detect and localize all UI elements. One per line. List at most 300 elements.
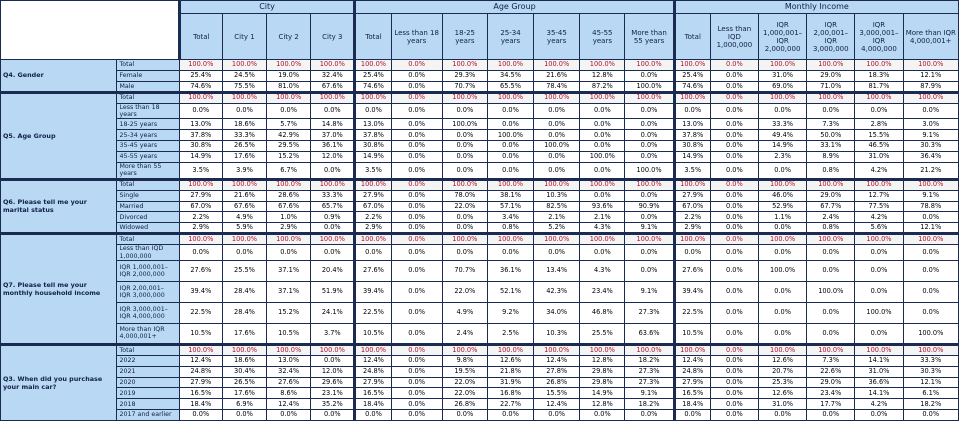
value-cell: 39.4% xyxy=(355,281,391,302)
value-cell: 100.0% xyxy=(903,323,958,344)
col-header: Total xyxy=(355,14,391,60)
value-cell: 21.8% xyxy=(487,366,533,377)
table-row xyxy=(1,141,959,152)
value-cell: 1.0% xyxy=(267,212,311,223)
value-cell: 100.0% xyxy=(855,60,903,71)
value-cell: 10.5% xyxy=(267,323,311,344)
table-row xyxy=(1,377,959,388)
value-cell: 81.7% xyxy=(855,81,903,92)
value-cell: 100.0% xyxy=(311,234,355,245)
value-cell: 0.0% xyxy=(710,179,758,190)
answer-label: Female xyxy=(117,70,179,81)
value-cell: 0.0% xyxy=(759,162,807,179)
value-cell: 0.0% xyxy=(222,245,266,261)
value-cell: 17.6% xyxy=(222,152,266,163)
value-cell: 67.6% xyxy=(311,81,355,92)
value-cell: 100.0% xyxy=(807,234,855,245)
value-cell: 100.0% xyxy=(625,162,674,179)
value-cell: 27.3% xyxy=(625,377,674,388)
value-cell: 100.0% xyxy=(674,179,710,190)
value-cell: 0.0% xyxy=(391,281,442,302)
value-cell: 0.0% xyxy=(625,130,674,141)
col-header: City 2 xyxy=(267,14,311,60)
value-cell: 15.2% xyxy=(267,302,311,323)
value-cell: 77.5% xyxy=(855,201,903,212)
value-cell: 100.0% xyxy=(442,119,487,130)
answer-label: Total xyxy=(117,92,179,103)
group-header-age-group: Age Group xyxy=(355,1,674,14)
value-cell: 49.4% xyxy=(759,130,807,141)
value-cell: 0.0% xyxy=(355,410,391,421)
value-cell: 24.8% xyxy=(355,366,391,377)
value-cell: 12.4% xyxy=(534,355,580,366)
value-cell: 36.1% xyxy=(311,141,355,152)
value-cell: 74.6% xyxy=(355,81,391,92)
value-cell: 3.0% xyxy=(903,119,958,130)
value-cell: 0.0% xyxy=(580,190,625,201)
value-cell: 100.0% xyxy=(759,179,807,190)
value-cell: 33.3% xyxy=(903,355,958,366)
value-cell: 0.0% xyxy=(710,81,758,92)
value-cell: 0.0% xyxy=(391,190,442,201)
value-cell: 18.4% xyxy=(674,399,710,410)
value-cell: 0.0% xyxy=(710,92,758,103)
group-header-monthly-income: Monthly Income xyxy=(674,1,958,14)
value-cell: 25.4% xyxy=(355,70,391,81)
value-cell: 100.0% xyxy=(222,344,266,355)
value-cell: 74.6% xyxy=(179,81,222,92)
value-cell: 100.0% xyxy=(179,92,222,103)
value-cell: 0.0% xyxy=(625,410,674,421)
value-cell: 36.4% xyxy=(903,152,958,163)
value-cell: 87.2% xyxy=(580,81,625,92)
value-cell: 30.3% xyxy=(903,141,958,152)
table-row-total xyxy=(1,92,959,103)
value-cell: 100.0% xyxy=(759,260,807,281)
value-cell: 15.5% xyxy=(534,388,580,399)
answer-label: 25-34 years xyxy=(117,130,179,141)
value-cell: 10.3% xyxy=(534,190,580,201)
value-cell: 0.0% xyxy=(710,344,758,355)
table-row xyxy=(1,399,959,410)
value-cell: 12.4% xyxy=(179,355,222,366)
value-cell: 36.1% xyxy=(487,260,533,281)
value-cell: 0.0% xyxy=(710,141,758,152)
question-label: Q5. Age Group xyxy=(1,92,117,179)
value-cell: 3.4% xyxy=(487,212,533,223)
value-cell: 22.5% xyxy=(179,302,222,323)
value-cell: 0.0% xyxy=(391,366,442,377)
value-cell: 0.0% xyxy=(710,119,758,130)
answer-label: Total xyxy=(117,234,179,245)
value-cell: 46.8% xyxy=(580,302,625,323)
value-cell: 18.6% xyxy=(222,119,266,130)
value-cell: 24.8% xyxy=(674,366,710,377)
value-cell: 100.0% xyxy=(674,92,710,103)
value-cell: 46.5% xyxy=(855,141,903,152)
col-header: City 3 xyxy=(311,14,355,60)
value-cell: 0.0% xyxy=(391,201,442,212)
value-cell: 67.7% xyxy=(807,201,855,212)
value-cell: 2.9% xyxy=(674,223,710,234)
answer-label: Total xyxy=(117,179,179,190)
value-cell: 100.0% xyxy=(807,179,855,190)
value-cell: 0.0% xyxy=(710,223,758,234)
value-cell: 5.6% xyxy=(855,223,903,234)
value-cell: 7.3% xyxy=(807,119,855,130)
value-cell: 0.0% xyxy=(534,130,580,141)
value-cell: 0.0% xyxy=(391,141,442,152)
value-cell: 31.0% xyxy=(855,366,903,377)
table-row-total xyxy=(1,344,959,355)
value-cell: 28.4% xyxy=(222,281,266,302)
value-cell: 100.0% xyxy=(903,60,958,71)
value-cell: 18.2% xyxy=(903,399,958,410)
value-cell: 37.8% xyxy=(355,130,391,141)
value-cell: 6.9% xyxy=(222,399,266,410)
value-cell: 0.0% xyxy=(710,388,758,399)
answer-label: 2018 xyxy=(117,399,179,410)
value-cell: 29.5% xyxy=(267,141,311,152)
value-cell: 35.2% xyxy=(311,399,355,410)
value-cell: 2.5% xyxy=(487,323,533,344)
value-cell: 31.0% xyxy=(759,399,807,410)
value-cell: 100.0% xyxy=(903,234,958,245)
value-cell: 0.0% xyxy=(391,179,442,190)
value-cell: 0.0% xyxy=(625,103,674,119)
value-cell: 17.6% xyxy=(222,388,266,399)
value-cell: 0.0% xyxy=(442,103,487,119)
value-cell: 0.0% xyxy=(311,223,355,234)
value-cell: 26.8% xyxy=(442,399,487,410)
value-cell: 0.0% xyxy=(807,323,855,344)
value-cell: 27.8% xyxy=(534,366,580,377)
value-cell: 2.8% xyxy=(855,119,903,130)
value-cell: 27.9% xyxy=(179,377,222,388)
value-cell: 69.0% xyxy=(759,81,807,92)
value-cell: 30.8% xyxy=(355,141,391,152)
value-cell: 93.6% xyxy=(580,201,625,212)
value-cell: 100.0% xyxy=(674,60,710,71)
value-cell: 39.4% xyxy=(179,281,222,302)
group-header-city: City xyxy=(179,1,355,14)
table-row xyxy=(1,410,959,421)
value-cell: 14.9% xyxy=(759,141,807,152)
value-cell: 0.0% xyxy=(391,388,442,399)
value-cell: 100.0% xyxy=(855,234,903,245)
answer-label: IQR 1,000,001– IQR 2,000,000 xyxy=(117,260,179,281)
value-cell: 0.0% xyxy=(391,410,442,421)
answer-label: 2017 and earlier xyxy=(117,410,179,421)
value-cell: 27.3% xyxy=(625,366,674,377)
answer-label: More than IQR 4,000,001+ xyxy=(117,323,179,344)
value-cell: 10.3% xyxy=(534,323,580,344)
value-cell: 25.5% xyxy=(580,323,625,344)
value-cell: 100.0% xyxy=(580,234,625,245)
value-cell: 0.0% xyxy=(807,302,855,323)
value-cell: 0.0% xyxy=(625,245,674,261)
value-cell: 2.4% xyxy=(442,323,487,344)
value-cell: 14.9% xyxy=(580,388,625,399)
value-cell: 0.0% xyxy=(903,212,958,223)
value-cell: 70.7% xyxy=(442,81,487,92)
value-cell: 18.6% xyxy=(222,355,266,366)
value-cell: 4.9% xyxy=(222,212,266,223)
value-cell: 100.0% xyxy=(807,60,855,71)
value-cell: 18.2% xyxy=(625,399,674,410)
value-cell: 0.0% xyxy=(759,103,807,119)
value-cell: 100.0% xyxy=(267,92,311,103)
value-cell: 0.8% xyxy=(807,223,855,234)
value-cell: 0.0% xyxy=(674,103,710,119)
value-cell: 5.7% xyxy=(267,119,311,130)
value-cell: 12.4% xyxy=(267,399,311,410)
value-cell: 100.0% xyxy=(580,344,625,355)
value-cell: 100.0% xyxy=(625,60,674,71)
value-cell: 100.0% xyxy=(355,234,391,245)
value-cell: 22.0% xyxy=(442,201,487,212)
value-cell: 2.9% xyxy=(267,223,311,234)
col-header: IQR 3,000,001–IQR 4,000,000 xyxy=(855,14,903,60)
value-cell: 0.0% xyxy=(311,103,355,119)
value-cell: 9.8% xyxy=(442,355,487,366)
table-row xyxy=(1,355,959,366)
value-cell: 0.0% xyxy=(625,119,674,130)
value-cell: 100.0% xyxy=(222,179,266,190)
value-cell: 12.4% xyxy=(674,355,710,366)
value-cell: 25.5% xyxy=(222,260,266,281)
value-cell: 0.0% xyxy=(674,245,710,261)
value-cell: 25.3% xyxy=(759,377,807,388)
value-cell: 0.0% xyxy=(855,410,903,421)
value-cell: 6.1% xyxy=(903,388,958,399)
value-cell: 0.0% xyxy=(391,70,442,81)
value-cell: 14.1% xyxy=(855,355,903,366)
value-cell: 100.0% xyxy=(580,60,625,71)
value-cell: 0.0% xyxy=(807,410,855,421)
value-cell: 16.5% xyxy=(179,388,222,399)
answer-label: 18-25 years xyxy=(117,119,179,130)
value-cell: 52.9% xyxy=(759,201,807,212)
value-cell: 0.0% xyxy=(391,399,442,410)
value-cell: 0.0% xyxy=(710,60,758,71)
table-body xyxy=(1,60,959,421)
value-cell: 0.0% xyxy=(534,119,580,130)
value-cell: 22.7% xyxy=(487,399,533,410)
value-cell: 12.6% xyxy=(759,388,807,399)
value-cell: 2.2% xyxy=(355,212,391,223)
value-cell: 57.1% xyxy=(487,201,533,212)
value-cell: 100.0% xyxy=(442,234,487,245)
value-cell: 100.0% xyxy=(903,344,958,355)
value-cell: 100.0% xyxy=(855,302,903,323)
value-cell: 10.5% xyxy=(674,323,710,344)
value-cell: 21.6% xyxy=(222,190,266,201)
value-cell: 9.1% xyxy=(625,388,674,399)
value-cell: 16.5% xyxy=(674,388,710,399)
value-cell: 50.0% xyxy=(807,130,855,141)
value-cell: 100.0% xyxy=(807,92,855,103)
value-cell: 30.8% xyxy=(179,141,222,152)
value-cell: 0.0% xyxy=(391,245,442,261)
answer-label: 35-45 years xyxy=(117,141,179,152)
value-cell: 20.4% xyxy=(311,260,355,281)
value-cell: 0.0% xyxy=(759,223,807,234)
value-cell: 18.4% xyxy=(179,399,222,410)
value-cell: 12.4% xyxy=(355,355,391,366)
value-cell: 0.0% xyxy=(710,366,758,377)
value-cell: 23.4% xyxy=(807,388,855,399)
value-cell: 0.0% xyxy=(580,130,625,141)
value-cell: 0.0% xyxy=(903,281,958,302)
answer-label: 2022 xyxy=(117,355,179,366)
value-cell: 0.0% xyxy=(710,410,758,421)
value-cell: 21.2% xyxy=(903,162,958,179)
value-cell: 22.0% xyxy=(442,281,487,302)
value-cell: 14.9% xyxy=(179,152,222,163)
value-cell: 29.3% xyxy=(442,70,487,81)
value-cell: 0.0% xyxy=(442,410,487,421)
value-cell: 18.3% xyxy=(855,70,903,81)
value-cell: 100.0% xyxy=(534,179,580,190)
value-cell: 24.1% xyxy=(311,302,355,323)
value-cell: 25.4% xyxy=(674,70,710,81)
value-cell: 100.0% xyxy=(674,234,710,245)
table-row-total xyxy=(1,60,959,71)
value-cell: 100.0% xyxy=(759,60,807,71)
value-cell: 31.0% xyxy=(855,152,903,163)
value-cell: 0.0% xyxy=(855,260,903,281)
value-cell: 34.5% xyxy=(487,70,533,81)
answer-label: 2020 xyxy=(117,377,179,388)
answer-label: IQR 2,00,001– IQR 3,000,000 xyxy=(117,281,179,302)
col-header: Less than IQD 1,000,000 xyxy=(710,14,758,60)
value-cell: 100.0% xyxy=(487,344,533,355)
col-header: IQR 2,00,001–IQR 3,000,000 xyxy=(807,14,855,60)
value-cell: 27.6% xyxy=(179,260,222,281)
value-cell: 100.0% xyxy=(625,81,674,92)
value-cell: 27.6% xyxy=(355,260,391,281)
value-cell: 26.5% xyxy=(222,141,266,152)
value-cell: 12.6% xyxy=(487,355,533,366)
value-cell: 4.9% xyxy=(442,302,487,323)
value-cell: 27.9% xyxy=(674,190,710,201)
value-cell: 12.1% xyxy=(903,70,958,81)
value-cell: 2.2% xyxy=(179,212,222,223)
answer-label: Divorced xyxy=(117,212,179,223)
value-cell: 0.0% xyxy=(580,119,625,130)
value-cell: 100.0% xyxy=(855,179,903,190)
value-cell: 0.0% xyxy=(903,410,958,421)
table-row xyxy=(1,260,959,281)
value-cell: 14.9% xyxy=(355,152,391,163)
value-cell: 100.0% xyxy=(311,179,355,190)
col-header: City 1 xyxy=(222,14,266,60)
table-row xyxy=(1,223,959,234)
value-cell: 100.0% xyxy=(355,92,391,103)
value-cell: 0.0% xyxy=(759,302,807,323)
value-cell: 30.8% xyxy=(674,141,710,152)
value-cell: 13.0% xyxy=(674,119,710,130)
value-cell: 15.2% xyxy=(267,152,311,163)
value-cell: 63.6% xyxy=(625,323,674,344)
value-cell: 2.3% xyxy=(759,152,807,163)
value-cell: 100.0% xyxy=(355,179,391,190)
value-cell: 20.7% xyxy=(759,366,807,377)
value-cell: 100.0% xyxy=(267,179,311,190)
value-cell: 13.0% xyxy=(267,355,311,366)
value-cell: 4.2% xyxy=(855,399,903,410)
value-cell: 0.0% xyxy=(710,162,758,179)
value-cell: 0.0% xyxy=(710,234,758,245)
value-cell: 17.7% xyxy=(807,399,855,410)
value-cell: 0.0% xyxy=(442,130,487,141)
table-row xyxy=(1,119,959,130)
value-cell: 0.0% xyxy=(487,119,533,130)
answer-label: Single xyxy=(117,190,179,201)
table-row-total xyxy=(1,179,959,190)
value-cell: 0.0% xyxy=(625,70,674,81)
table-row-total xyxy=(1,234,959,245)
value-cell: 100.0% xyxy=(580,152,625,163)
value-cell: 100.0% xyxy=(222,60,266,71)
value-cell: 31.0% xyxy=(759,70,807,81)
value-cell: 100.0% xyxy=(442,179,487,190)
value-cell: 0.0% xyxy=(355,245,391,261)
value-cell: 0.0% xyxy=(391,355,442,366)
value-cell: 0.0% xyxy=(222,103,266,119)
value-cell: 0.0% xyxy=(534,162,580,179)
value-cell: 0.0% xyxy=(391,162,442,179)
col-header: IQR 1,000,001–IQR 2,000,000 xyxy=(759,14,807,60)
value-cell: 100.0% xyxy=(311,60,355,71)
question-label: Q4. Gender xyxy=(1,60,117,93)
value-cell: 67.0% xyxy=(179,201,222,212)
value-cell: 0.0% xyxy=(534,410,580,421)
value-cell: 0.0% xyxy=(759,323,807,344)
value-cell: 100.0% xyxy=(487,130,533,141)
value-cell: 27.9% xyxy=(674,377,710,388)
value-cell: 23.4% xyxy=(580,281,625,302)
value-cell: 0.0% xyxy=(710,201,758,212)
value-cell: 2.9% xyxy=(355,223,391,234)
value-cell: 27.3% xyxy=(625,302,674,323)
value-cell: 100.0% xyxy=(355,60,391,71)
value-cell: 0.0% xyxy=(710,399,758,410)
value-cell: 0.0% xyxy=(487,410,533,421)
value-cell: 67.0% xyxy=(355,201,391,212)
value-cell: 0.0% xyxy=(710,152,758,163)
value-cell: 12.4% xyxy=(534,399,580,410)
value-cell: 0.0% xyxy=(903,103,958,119)
col-header: 45-55 years xyxy=(580,14,625,60)
value-cell: 0.0% xyxy=(710,245,758,261)
value-cell: 0.0% xyxy=(391,92,442,103)
table-row xyxy=(1,103,959,119)
value-cell: 3.5% xyxy=(179,162,222,179)
value-cell: 12.8% xyxy=(580,70,625,81)
answer-label: More than 55 years xyxy=(117,162,179,179)
value-cell: 0.0% xyxy=(442,212,487,223)
value-cell: 0.8% xyxy=(807,162,855,179)
value-cell: 19.5% xyxy=(442,366,487,377)
header-corner xyxy=(1,1,180,60)
value-cell: 16.8% xyxy=(487,388,533,399)
value-cell: 67.6% xyxy=(267,201,311,212)
value-cell: 0.0% xyxy=(710,260,758,281)
value-cell: 8.6% xyxy=(267,388,311,399)
value-cell: 12.1% xyxy=(903,223,958,234)
